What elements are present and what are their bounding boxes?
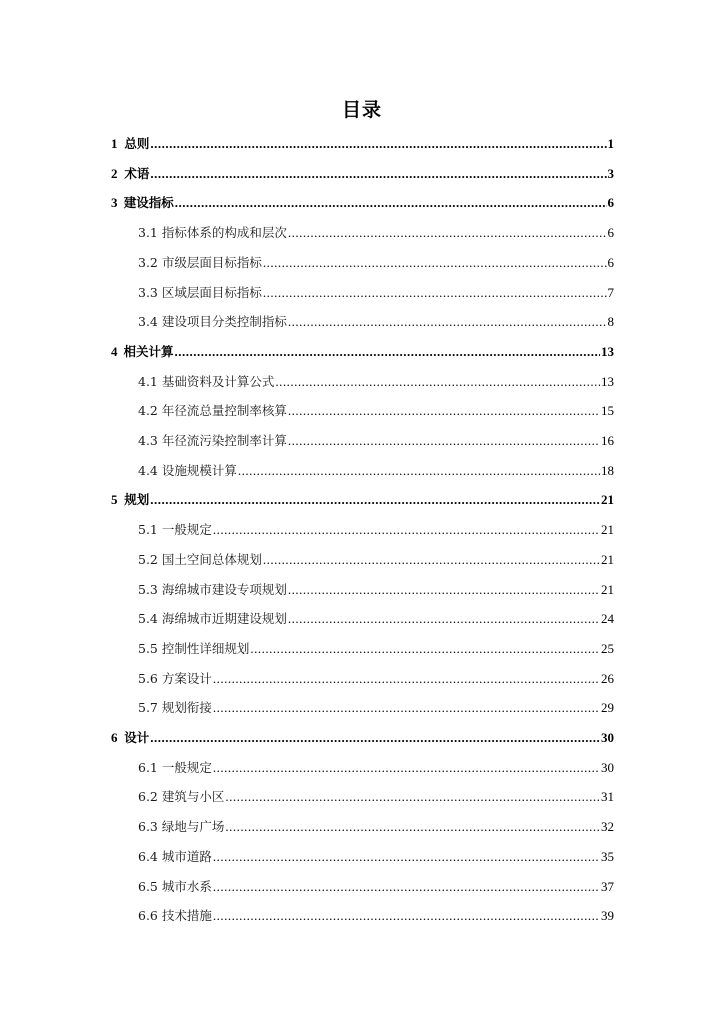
toc-page-number: 37 [601, 878, 614, 894]
toc-entry-label: 4.1 基础资料及计算公式 [138, 373, 275, 389]
toc-section-entry[interactable] [138, 905, 614, 927]
toc-page-number: 21 [601, 522, 614, 538]
toc-page-number: 39 [601, 908, 614, 924]
toc-page-number: 8 [607, 314, 614, 330]
toc-entry-label: 3.2 市级层面目标指标 [138, 254, 262, 270]
toc-chapter-number: 1 [111, 136, 118, 151]
toc-entry-label: 6.5 城市水系 [138, 878, 212, 894]
toc-section-entry[interactable] [138, 400, 614, 422]
toc-entry-label: 相关计算 [123, 343, 174, 359]
toc-dot-leader [213, 876, 600, 898]
toc-section-entry[interactable] [138, 282, 614, 304]
toc-entry-label: 总则 [124, 136, 150, 151]
toc-entry-label: 5.2 国土空间总体规划 [138, 551, 262, 567]
toc-section-entry[interactable] [138, 549, 614, 571]
toc-entry-label: 6.2 建筑与小区 [138, 789, 225, 805]
toc-entry-label: 6.1 一般规定 [138, 759, 212, 775]
toc-dot-leader [213, 697, 600, 719]
toc-dot-leader [263, 252, 607, 274]
toc-page-number: 6 [607, 225, 614, 241]
toc-section-entry[interactable] [138, 519, 614, 541]
toc-entry-label: 3.1 指标体系的构成和层次 [138, 225, 287, 241]
toc-section-entry[interactable] [138, 638, 614, 660]
toc-dot-leader [175, 192, 607, 214]
toc-page-number: 1 [607, 136, 614, 151]
toc-dot-leader [150, 489, 600, 511]
toc-dot-leader [288, 608, 600, 630]
toc-entry-label: 4.4 设施规模计算 [138, 462, 237, 478]
toc-entry-label: 4.3 年径流污染控制率计算 [138, 433, 287, 448]
toc-entry-label: 5.5 控制性详细规划 [138, 640, 250, 656]
toc-title: 目录 [341, 99, 382, 121]
toc-section-entry[interactable] [138, 757, 614, 779]
toc-dot-leader [150, 727, 600, 749]
toc-dot-leader [225, 816, 600, 838]
toc-page-number: 7 [607, 284, 614, 300]
toc-entry-label: 5.1 一般规定 [138, 522, 212, 538]
toc-section-entry[interactable] [138, 311, 614, 333]
toc-dot-leader [213, 668, 600, 690]
toc-section-entry[interactable] [138, 668, 614, 690]
toc-page-number: 32 [601, 819, 614, 835]
toc-chapter-entry[interactable] [111, 341, 614, 363]
toc-dot-leader [150, 133, 606, 155]
toc-section-entry[interactable] [138, 816, 614, 838]
toc-section-entry[interactable] [138, 579, 614, 601]
toc-entry-label: 6.6 技术措施 [138, 908, 212, 924]
toc-dot-leader [263, 282, 607, 304]
toc-dot-leader [175, 341, 600, 363]
toc-page-number: 3 [607, 165, 614, 181]
toc-page-number: 26 [601, 670, 614, 686]
toc-section-entry[interactable] [138, 608, 614, 630]
toc-section-entry[interactable] [138, 876, 614, 898]
toc-dot-leader [288, 222, 607, 244]
toc-page-number: 15 [601, 403, 614, 419]
toc-chapter-number: 3 [111, 195, 118, 211]
toc-page-number: 6 [607, 195, 614, 211]
toc-entry-label: 4.2 年径流总量控制率核算 [138, 403, 287, 419]
toc-page-number: 21 [601, 551, 614, 567]
toc-section-entry[interactable] [138, 252, 614, 274]
toc-page-number: 35 [601, 848, 614, 864]
toc-section-entry[interactable] [138, 697, 614, 719]
toc-dot-leader [225, 786, 600, 808]
toc-entry-label: 设计 [124, 730, 150, 745]
toc-dot-leader [150, 163, 606, 185]
toc-chapter-entry[interactable] [111, 192, 614, 214]
toc-page-number: 25 [601, 640, 614, 656]
toc-chapter-entry[interactable] [111, 727, 614, 749]
toc-section-entry[interactable] [138, 460, 614, 482]
toc-page-number: 29 [601, 700, 614, 716]
toc-entry-label: 6.4 城市道路 [138, 848, 212, 864]
toc-chapter-entry[interactable] [111, 489, 614, 511]
toc-entry-label: 3.3 区域层面目标指标 [138, 284, 262, 300]
toc-dot-leader [238, 460, 600, 482]
toc-chapter-entry[interactable] [111, 133, 614, 155]
toc-dot-leader [275, 371, 600, 393]
toc-page-number: 31 [601, 789, 614, 805]
toc-page-number: 6 [607, 254, 614, 270]
toc-chapter-number: 2 [111, 165, 118, 181]
toc-entry-label: 术语 [124, 165, 150, 181]
toc-dot-leader [288, 400, 600, 422]
toc-dot-leader [213, 757, 600, 779]
toc-section-entry[interactable] [138, 846, 614, 868]
toc-chapter-number: 5 [111, 492, 118, 508]
toc-page-number: 13 [601, 343, 614, 359]
toc-dot-leader [288, 579, 600, 601]
toc-section-entry[interactable] [138, 430, 614, 452]
toc-entry-label: 5.4 海绵城市近期建设规划 [138, 611, 287, 627]
toc-entry-label: 5.3 海绵城市建设专项规划 [138, 581, 287, 597]
toc-page-number: 21 [601, 581, 614, 597]
toc-entry-label: 6.3 绿地与广场 [138, 819, 225, 835]
toc-dot-leader [288, 311, 607, 333]
toc-section-entry[interactable] [138, 222, 614, 244]
toc-dot-leader [250, 638, 600, 660]
toc-page-number: 30 [601, 759, 614, 775]
toc-dot-leader [213, 519, 600, 541]
toc-dot-leader [288, 430, 600, 452]
toc-entry-label: 3.4 建设项目分类控制指标 [138, 314, 287, 330]
toc-page-number: 30 [601, 730, 614, 745]
toc-entry-label: 规划 [124, 492, 150, 508]
toc-page-number: 21 [601, 492, 614, 508]
toc-entry-label: 5.7 规划衔接 [138, 700, 212, 716]
toc-dot-leader [263, 549, 600, 571]
toc-page-number: 13 [601, 373, 614, 389]
toc-entry-label: 5.6 方案设计 [138, 670, 212, 686]
toc-page-number: 18 [601, 462, 614, 478]
toc-chapter-number: 6 [111, 730, 118, 745]
toc-page-number: 16 [601, 433, 614, 448]
toc-section-entry[interactable] [138, 786, 614, 808]
toc-chapter-entry[interactable] [111, 163, 614, 185]
toc-dot-leader [213, 846, 600, 868]
toc-section-entry[interactable] [138, 371, 614, 393]
toc-chapter-number: 4 [111, 343, 118, 359]
toc-dot-leader [213, 905, 600, 927]
toc-entry-label: 建设指标 [123, 195, 174, 211]
toc-page-number: 24 [601, 611, 614, 627]
